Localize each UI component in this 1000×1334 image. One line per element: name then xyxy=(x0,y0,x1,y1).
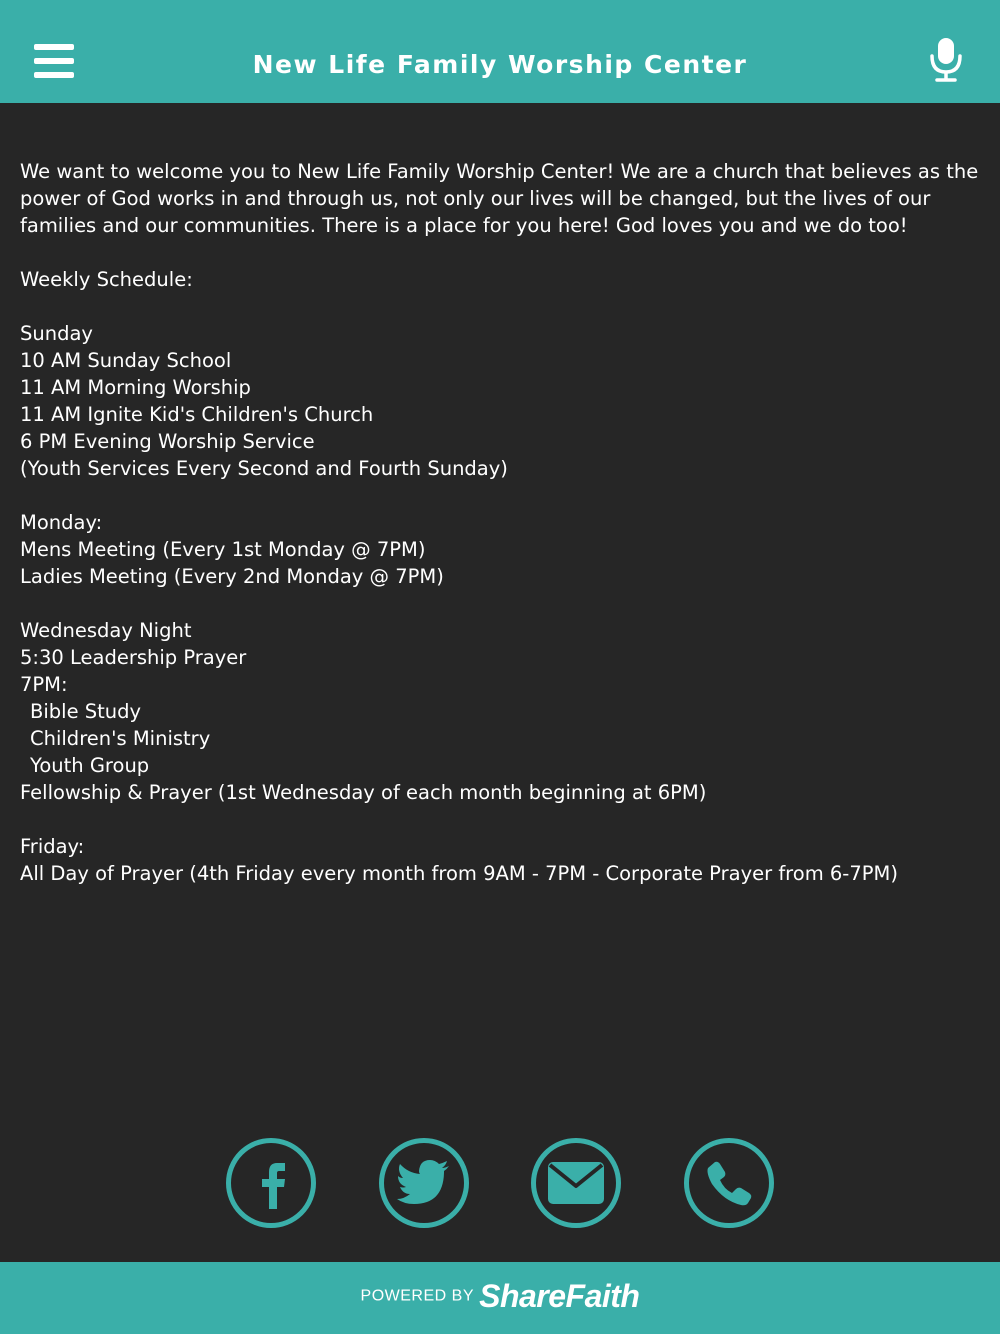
phone-button[interactable] xyxy=(684,1138,774,1228)
email-button[interactable] xyxy=(531,1138,621,1228)
schedule-subline: Youth Group xyxy=(30,754,150,777)
sunday-heading: Sunday xyxy=(20,322,93,345)
powered-by-label: POWERED BY xyxy=(360,1287,474,1305)
friday-heading: Friday: xyxy=(20,835,85,858)
schedule-subline: Children's Ministry xyxy=(30,727,211,750)
schedule-line: 6 PM Evening Worship Service xyxy=(20,430,315,453)
schedule-heading: Weekly Schedule: xyxy=(20,268,193,291)
main-content xyxy=(20,158,980,887)
schedule-line: 11 AM Ignite Kid's Children's Church xyxy=(20,403,374,426)
monday-heading: Monday: xyxy=(20,511,103,534)
email-icon xyxy=(548,1162,604,1204)
facebook-icon xyxy=(251,1153,291,1213)
powered-by xyxy=(0,1278,1000,1315)
schedule-line: Ladies Meeting (Every 2nd Monday @ 7PM) xyxy=(20,565,444,588)
schedule-line: All Day of Prayer (4th Friday every month from 9AM - 7PM - Corporate Prayer from 6-7PM) xyxy=(20,862,898,885)
page-title: New Life Family Worship Center xyxy=(252,50,748,79)
microphone-icon[interactable] xyxy=(926,36,966,82)
facebook-button[interactable] xyxy=(226,1138,316,1228)
twitter-icon xyxy=(397,1160,451,1206)
social-links xyxy=(0,1138,1000,1228)
sharefaith-logo[interactable]: ShareFaith xyxy=(479,1278,640,1314)
app-header xyxy=(0,0,1000,103)
schedule-line: 7PM: xyxy=(20,673,68,696)
schedule-line: Fellowship & Prayer (1st Wednesday of each month beginning at 6PM) xyxy=(20,781,707,804)
schedule-line: (Youth Services Every Second and Fourth Sunday) xyxy=(20,457,508,480)
schedule-line: 11 AM Morning Worship xyxy=(20,376,251,399)
phone-icon xyxy=(706,1160,752,1206)
schedule-line: 10 AM Sunday School xyxy=(20,349,232,372)
schedule-subline: Bible Study xyxy=(30,700,142,723)
schedule-line: 5:30 Leadership Prayer xyxy=(20,646,247,669)
wednesday-heading: Wednesday Night xyxy=(20,619,192,642)
footer-bar xyxy=(0,1262,1000,1334)
schedule-line: Mens Meeting (Every 1st Monday @ 7PM) xyxy=(20,538,426,561)
twitter-button[interactable] xyxy=(379,1138,469,1228)
intro-text: We want to welcome you to New Life Family Worship Center! We are a church that believes as the power of God works in and through us, not only our lives will be changed, but the lives of our families and our communities. There is a place for you here! God loves you and we do too! xyxy=(20,160,979,237)
